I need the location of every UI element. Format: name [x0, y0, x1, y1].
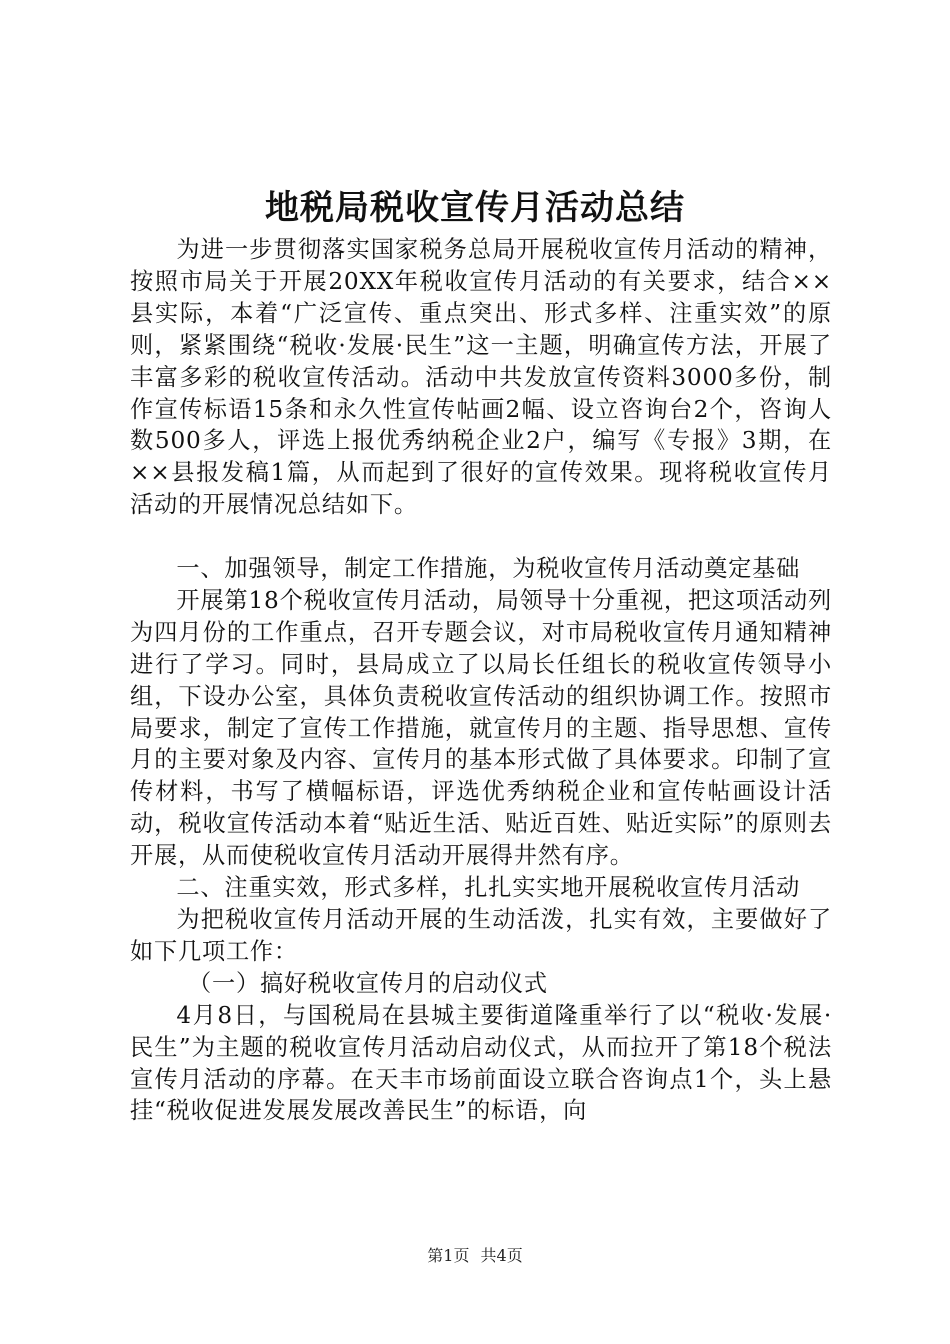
section-1-paragraph: 开展第18个税收宣传月活动，局领导十分重视，把这项活动列为四月份的工作重点，召开专题会议，对市局税收宣传月通知精神进行了学习。同时，县局成立了以局长任组长的税收宣传领导小组，下设办公室，具体负责税收宣传活动的组织协调工作。按照市局要求，制定了宣传工作措施，就宣传月的主题、指导思想、宣传月的主要对象及内容、宣传月的基本形式做了具体要求。印制了宣传材料，书写了横幅标语，评选优秀纳税企业和宣传帖画设计活动，税收宣传活动本着“贴近生活、贴近百姓、贴近实际”的原则去开展，从而使税收宣传月活动开展得井然有序。 [130, 586, 832, 870]
page-footer [0, 1245, 950, 1267]
section-heading-2: 二、注重实效，形式多样，扎扎实实地开展税收宣传月活动 [176, 874, 801, 902]
document-title: 地税局税收宣传月活动总结 [265, 188, 685, 228]
document-body [130, 234, 832, 1127]
intro-paragraph: 为进一步贯彻落实国家税务总局开展税收宣传月活动的精神，按照市局关于开展20XX年税收宣传月活动的有关要求，结合××县实际，本着“广泛宣传、重点突出、形式多样、注重实效”的原则，紧紧围绕“税收·发展·民生”这一主题，明确宣传方法，开展了丰富多彩的税收宣传活动。活动中共发放宣传资料3000多份，制作宣传标语15条和永久性宣传帖画2幅、设立咨询台2个，咨询人数500多人，评选上报优秀纳税企业2户，编写《专报》3期，在××县报发稿1篇，从而起到了很好的宣传效果。现将税收宣传月活动的开展情况总结如下。 [130, 236, 832, 519]
section-2-intro-paragraph: 为把税收宣传月活动开展的生动活泼，扎实有效，主要做好了如下几项工作： [130, 906, 832, 965]
page-number: 第1页 [427, 1246, 470, 1265]
page-total: 共4页 [480, 1246, 523, 1265]
section-heading-1: 一、加强领导，制定工作措施，为税收宣传月活动奠定基础 [176, 555, 801, 583]
subsection-heading-1: （一）搞好税收宣传月的启动仪式 [188, 969, 548, 997]
subsection-1-paragraph: 4月8日，与国税局在县城主要街道隆重举行了以“税收·发展·民生”为主题的税收宣传月活动启动仪式，从而拉开了第18个税法宣传月活动的序幕。在天丰市场前面设立联合咨询点1个，头上悬挂“税收促进发展发展改善民生”的标语，向 [130, 1001, 832, 1125]
